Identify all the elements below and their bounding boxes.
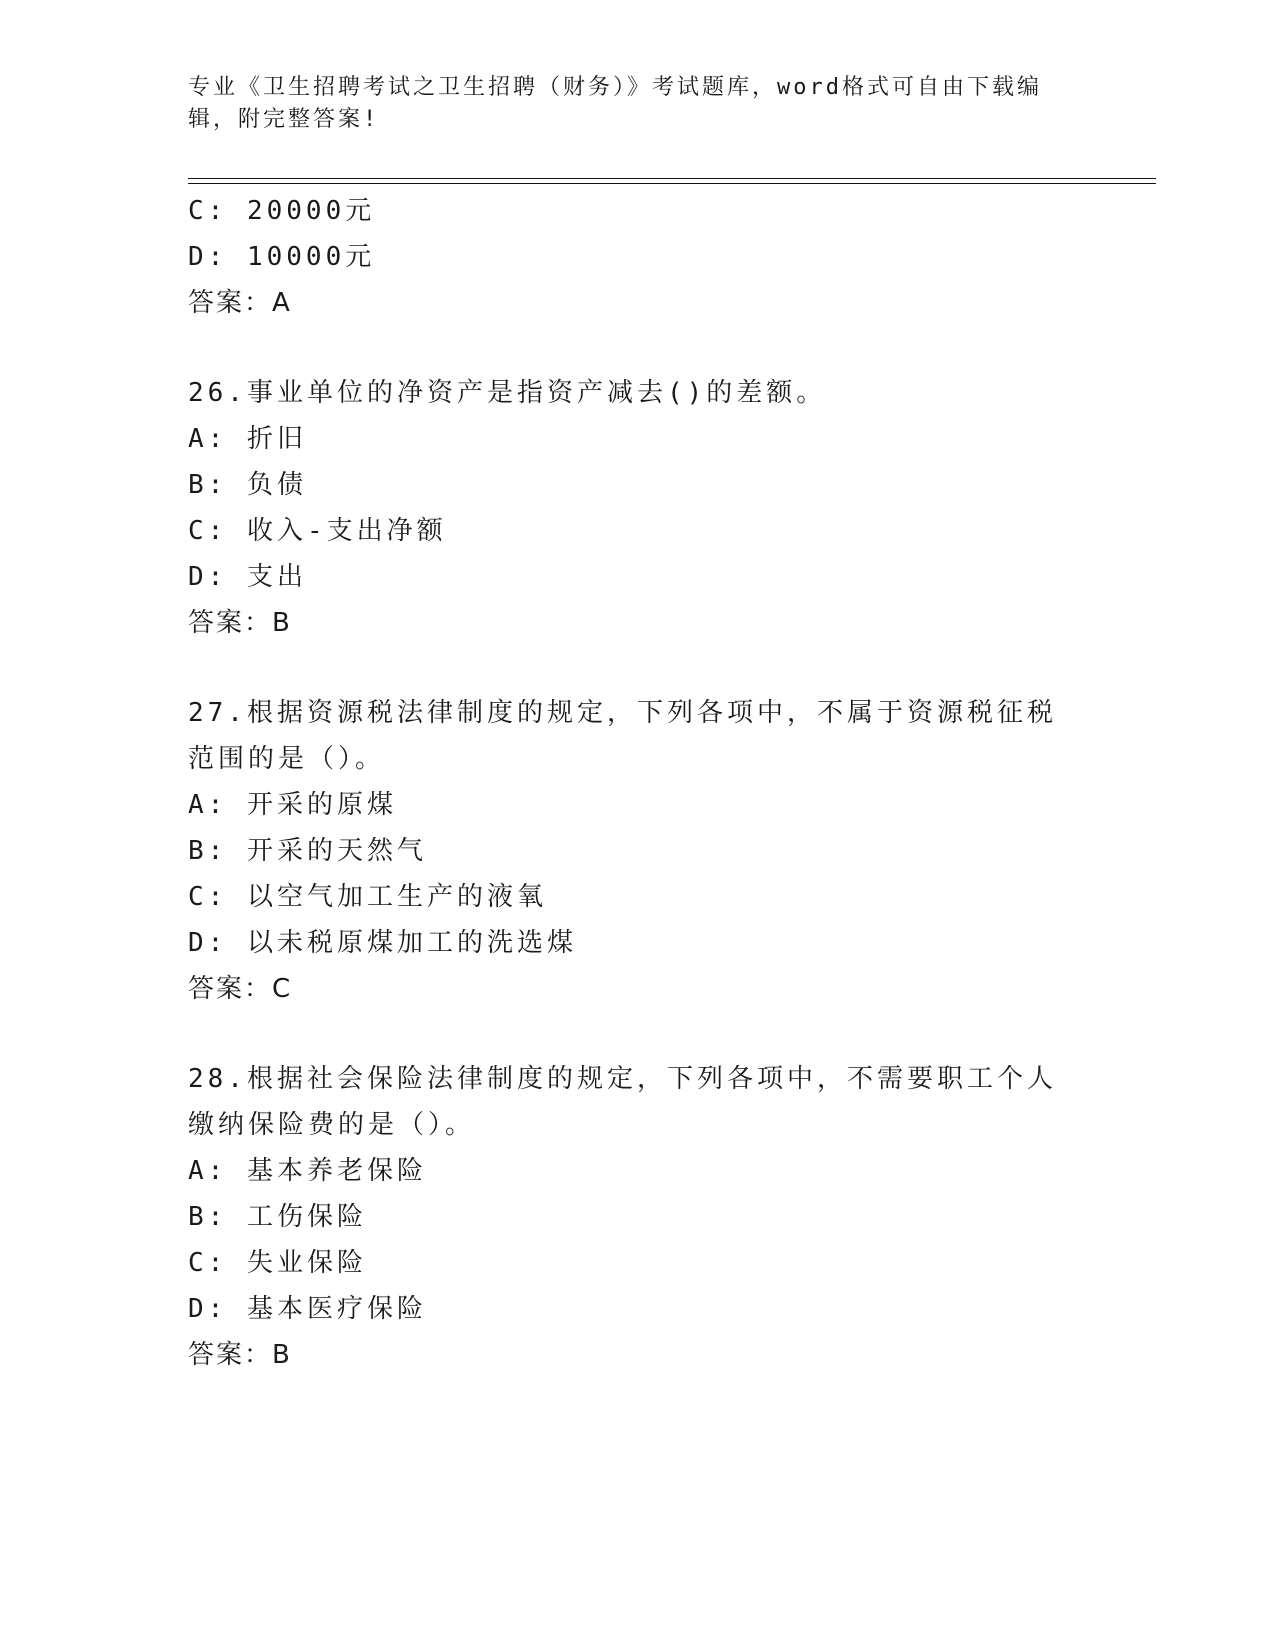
header-double-rule bbox=[188, 178, 1156, 184]
answer: 答案：B bbox=[188, 1340, 292, 1370]
option-b: B: 负债 bbox=[188, 470, 307, 500]
option-c: C: 收入-支出净额 bbox=[188, 516, 447, 546]
question-stem: 27.根据资源税法律制度的规定，下列各项中，不属于资源税征税范围的是（）。 bbox=[188, 698, 1057, 774]
answer: 答案：C bbox=[188, 974, 293, 1004]
option-d: D: 10000元 bbox=[188, 242, 376, 272]
option-b: B: 开采的天然气 bbox=[188, 836, 427, 866]
option-a: A: 开采的原煤 bbox=[188, 790, 397, 820]
option-d: D: 以未税原煤加工的洗选煤 bbox=[188, 928, 577, 958]
continued-question bbox=[188, 188, 1088, 326]
question-26 bbox=[188, 370, 1088, 646]
page-header: 专业《卫生招聘考试之卫生招聘（财务）》考试题库，word格式可自由下载编辑，附完整答案! bbox=[188, 75, 1042, 132]
question-stem: 28.根据社会保险法律制度的规定，下列各项中，不需要职工个人缴纳保险费的是（）。 bbox=[188, 1064, 1057, 1140]
option-a: A: 基本养老保险 bbox=[188, 1156, 427, 1186]
answer: 答案：A bbox=[188, 288, 292, 318]
question-stem: 26.事业单位的净资产是指资产减去()的差额。 bbox=[188, 378, 827, 408]
option-c: C: 以空气加工生产的液氧 bbox=[188, 882, 547, 912]
question-28 bbox=[188, 1056, 1088, 1378]
option-c: C: 20000元 bbox=[188, 196, 376, 226]
option-c: C: 失业保险 bbox=[188, 1248, 367, 1278]
option-b: B: 工伤保险 bbox=[188, 1202, 367, 1232]
question-27 bbox=[188, 690, 1088, 1012]
option-d: D: 基本医疗保险 bbox=[188, 1294, 427, 1324]
question-list bbox=[188, 188, 1088, 1378]
option-d: D: 支出 bbox=[188, 562, 307, 592]
option-a: A: 折旧 bbox=[188, 424, 307, 454]
answer: 答案：B bbox=[188, 608, 292, 638]
